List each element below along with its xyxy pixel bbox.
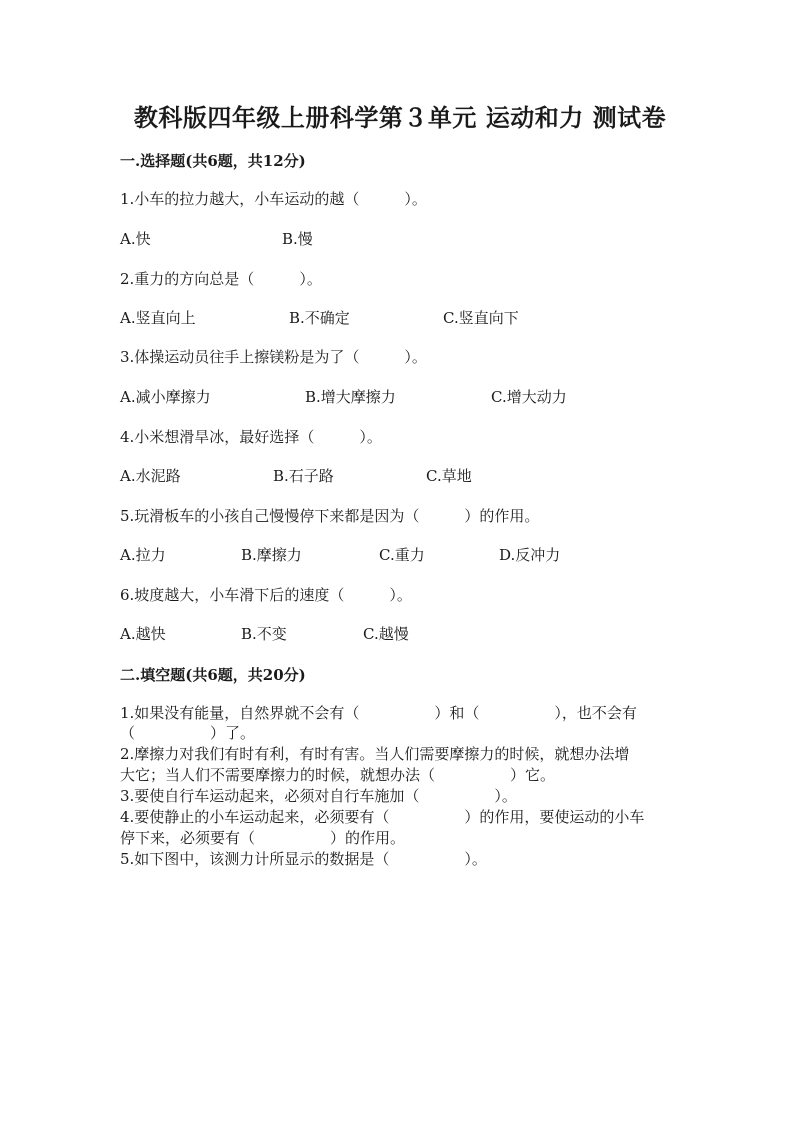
question-options (120, 307, 720, 329)
option: C.草地 (426, 467, 472, 485)
option: C.重力 (379, 546, 425, 564)
option: C.竖直向下 (443, 309, 519, 327)
question-options (120, 386, 720, 408)
option: C.增大动力 (491, 388, 567, 406)
option: C.越慢 (363, 625, 409, 643)
option: A.拉力 (120, 546, 166, 564)
option: B.不变 (241, 625, 287, 643)
option: A.减小摩擦力 (120, 388, 211, 406)
fill-line: （ ）了。 (120, 724, 256, 742)
option: A.竖直向上 (120, 309, 196, 327)
question-text: 2.重力的方向总是（ ）。 (120, 270, 322, 288)
question-text: 6.坡度越大，小车滑下后的速度（ ）。 (120, 586, 412, 604)
question-text: 5.玩滑板车的小孩自己慢慢停下来都是因为（ ）的作用。 (120, 507, 540, 525)
option: B.不确定 (289, 309, 350, 327)
section-heading-fill: 二.填空题(共6题，共20分) (120, 666, 306, 684)
fill-line: 大它；当人们不需要摩擦力的时候，就想办法（ ）它。 (120, 766, 556, 784)
option: A.越快 (120, 625, 166, 643)
fill-line: 4.要使静止的小车运动起来，必须要有（ ）的作用，要使运动的小车 (120, 808, 645, 826)
option: A.水泥路 (120, 467, 181, 485)
question-options (120, 544, 720, 566)
question-options (120, 623, 720, 645)
option: A.快 (120, 230, 151, 248)
question-text: 1.小车的拉力越大，小车运动的越（ ）。 (120, 190, 427, 208)
option: B.石子路 (273, 467, 334, 485)
page-title: 教科版四年级上册科学第３单元 运动和力 测试卷 (133, 103, 667, 132)
fill-line: 停下来，必须要有（ ）的作用。 (120, 829, 406, 847)
fill-line: 3.要使自行车运动起来，必须对自行车施加（ ）。 (120, 787, 517, 805)
fill-line: 2.摩擦力对我们有时有利，有时有害。当人们需要摩擦力的时候，就想办法增 (120, 745, 630, 763)
option: B.增大摩擦力 (305, 388, 396, 406)
section-heading-choice: 一.选择题(共6题，共12分) (120, 152, 306, 170)
fill-line: 1.如果没有能量，自然界就不会有（ ）和（ ），也不会有 (120, 704, 637, 722)
option: B.慢 (282, 230, 313, 248)
question-text: 3.体操运动员往手上擦镁粉是为了（ ）。 (120, 348, 427, 366)
option: B.摩擦力 (241, 546, 302, 564)
question-text: 4.小米想滑旱冰，最好选择（ ）。 (120, 428, 382, 446)
question-options (120, 228, 720, 250)
question-options (120, 465, 720, 487)
fill-line: 5.如下图中，该测力计所显示的数据是（ ）。 (120, 850, 487, 868)
option: D.反冲力 (499, 546, 561, 564)
